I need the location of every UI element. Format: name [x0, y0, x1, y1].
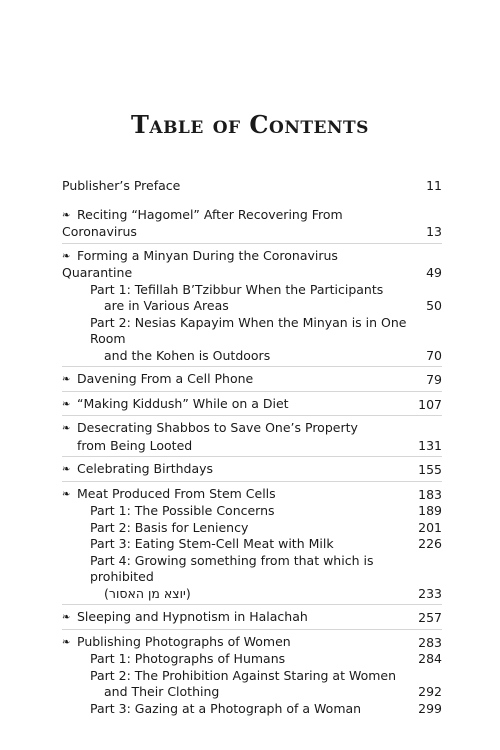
toc-page-number: 201 — [418, 519, 442, 535]
toc-page-number: 226 — [418, 536, 442, 551]
fleuron-icon: ❧ — [62, 464, 71, 475]
toc-subentry-line-2: and the Kohen is Outdoors — [104, 347, 271, 363]
toc-subentry-stem-part-2 — [62, 520, 442, 537]
divider — [62, 456, 442, 457]
toc-page-number: 283 — [418, 634, 442, 650]
toc-subentry-line-1: Part 1: Tefillah B’Tzibbur When the Participants — [90, 281, 384, 297]
toc-subentry-line-2: and Their Clothing — [104, 684, 220, 699]
toc-page-number: 284 — [418, 651, 442, 666]
toc-entry-title: “Making Kiddush” While on a Diet — [77, 395, 289, 411]
toc-subentry-title: Part 3: Eating Stem-Cell Meat with Milk — [90, 536, 334, 551]
divider — [62, 604, 442, 605]
toc-subentry-stem-part-1 — [62, 503, 442, 520]
toc-entry-title: Davening From a Cell Phone — [77, 371, 254, 386]
toc-entry-title: Publisher’s Preface — [62, 178, 181, 193]
toc-entry-title: Publishing Photographs of Women — [77, 633, 291, 649]
toc-entry-photographs — [62, 634, 442, 652]
divider — [62, 481, 442, 482]
fleuron-icon: ❧ — [62, 374, 71, 385]
toc-entry-title: Forming a Minyan During the Coronavirus Quarantine — [62, 247, 338, 280]
toc-page-number: 79 — [426, 372, 442, 387]
toc-entry-minyan — [62, 248, 442, 282]
toc-subentry-line-2: (יוצא מן האסור) — [104, 585, 191, 601]
divider — [62, 243, 442, 244]
fleuron-icon: ❧ — [62, 423, 71, 434]
divider — [62, 366, 442, 367]
toc-subentry-line-2: are in Various Areas — [104, 298, 229, 313]
toc-entry-shabbos-property — [62, 420, 442, 454]
toc-subentry-stem-part-4 — [62, 553, 442, 603]
toc-entry-title-line-2: from Being Looted — [77, 437, 193, 453]
toc-page-number: 50 — [426, 298, 442, 313]
toc-subentry-line-1: Part 2: The Prohibition Against Staring at Women — [90, 667, 397, 683]
fleuron-icon: ❧ — [62, 209, 71, 221]
toc-subentry-photos-part-1 — [62, 651, 442, 668]
toc-entry-title: Sleeping and Hypnotism in Halachah — [77, 609, 308, 624]
toc-subentry-title: Part 1: The Possible Concerns — [90, 503, 275, 518]
toc-entry-publishers-preface — [62, 178, 442, 195]
toc-entry-stem-cells — [62, 486, 442, 504]
toc-entry-title: Meat Produced From Stem Cells — [77, 485, 276, 501]
divider — [62, 391, 442, 392]
toc-entry-hypnotism — [62, 609, 442, 627]
toc-entry-kiddush — [62, 396, 442, 414]
divider — [62, 629, 442, 630]
toc-subentry-photos-part-3 — [62, 701, 442, 718]
toc-subentry-title: Part 1: Photographs of Humans — [90, 651, 286, 666]
toc-page-number: 299 — [418, 700, 442, 716]
toc-subentry-line-1: Part 2: Nesias Kapayim When the Minyan is in One Room — [90, 314, 407, 346]
toc-page-number: 183 — [418, 486, 442, 502]
fleuron-icon: ❧ — [62, 636, 71, 648]
toc-page-number: 257 — [418, 610, 442, 625]
divider — [62, 415, 442, 416]
toc-page-number: 11 — [426, 178, 442, 193]
fleuron-icon: ❧ — [62, 398, 71, 410]
toc-entry-cell-phone — [62, 371, 442, 389]
fleuron-icon: ❧ — [62, 612, 71, 623]
toc-subentry-minyan-part-1 — [62, 282, 442, 315]
toc-subentry-line-1: Part 4: Growing something from that which is prohibited — [90, 552, 374, 584]
table-of-contents — [62, 178, 442, 717]
toc-entry-birthdays — [62, 461, 442, 479]
toc-page-number: 155 — [418, 462, 442, 477]
toc-page-number: 189 — [418, 503, 442, 518]
fleuron-icon: ❧ — [62, 250, 71, 262]
toc-page-number: 49 — [426, 265, 442, 280]
toc-entry-hagomel — [62, 207, 442, 241]
toc-page-number: 13 — [426, 224, 442, 239]
toc-entry-title: Celebrating Birthdays — [77, 461, 214, 476]
toc-page-number: 70 — [426, 347, 442, 363]
toc-subentry-stem-part-3 — [62, 536, 442, 553]
toc-subentry-title: Part 3: Gazing at a Photograph of a Woman — [90, 700, 362, 716]
toc-page-number: 292 — [418, 684, 442, 699]
toc-page-number: 233 — [418, 585, 442, 601]
toc-entry-title-line-1: Desecrating Shabbos to Save One’s Property — [77, 420, 358, 435]
toc-subentry-minyan-part-2 — [62, 315, 442, 365]
fleuron-icon: ❧ — [62, 488, 71, 500]
toc-subentry-photos-part-2 — [62, 668, 442, 701]
toc-entry-title: Reciting “Hagomel” After Recovering From Coronavirus — [62, 206, 343, 239]
page-title: Table of Contents — [131, 110, 369, 139]
toc-subentry-title: Part 2: Basis for Leniency — [90, 519, 249, 535]
toc-page-number: 107 — [418, 396, 442, 412]
toc-page-number: 131 — [418, 437, 442, 453]
